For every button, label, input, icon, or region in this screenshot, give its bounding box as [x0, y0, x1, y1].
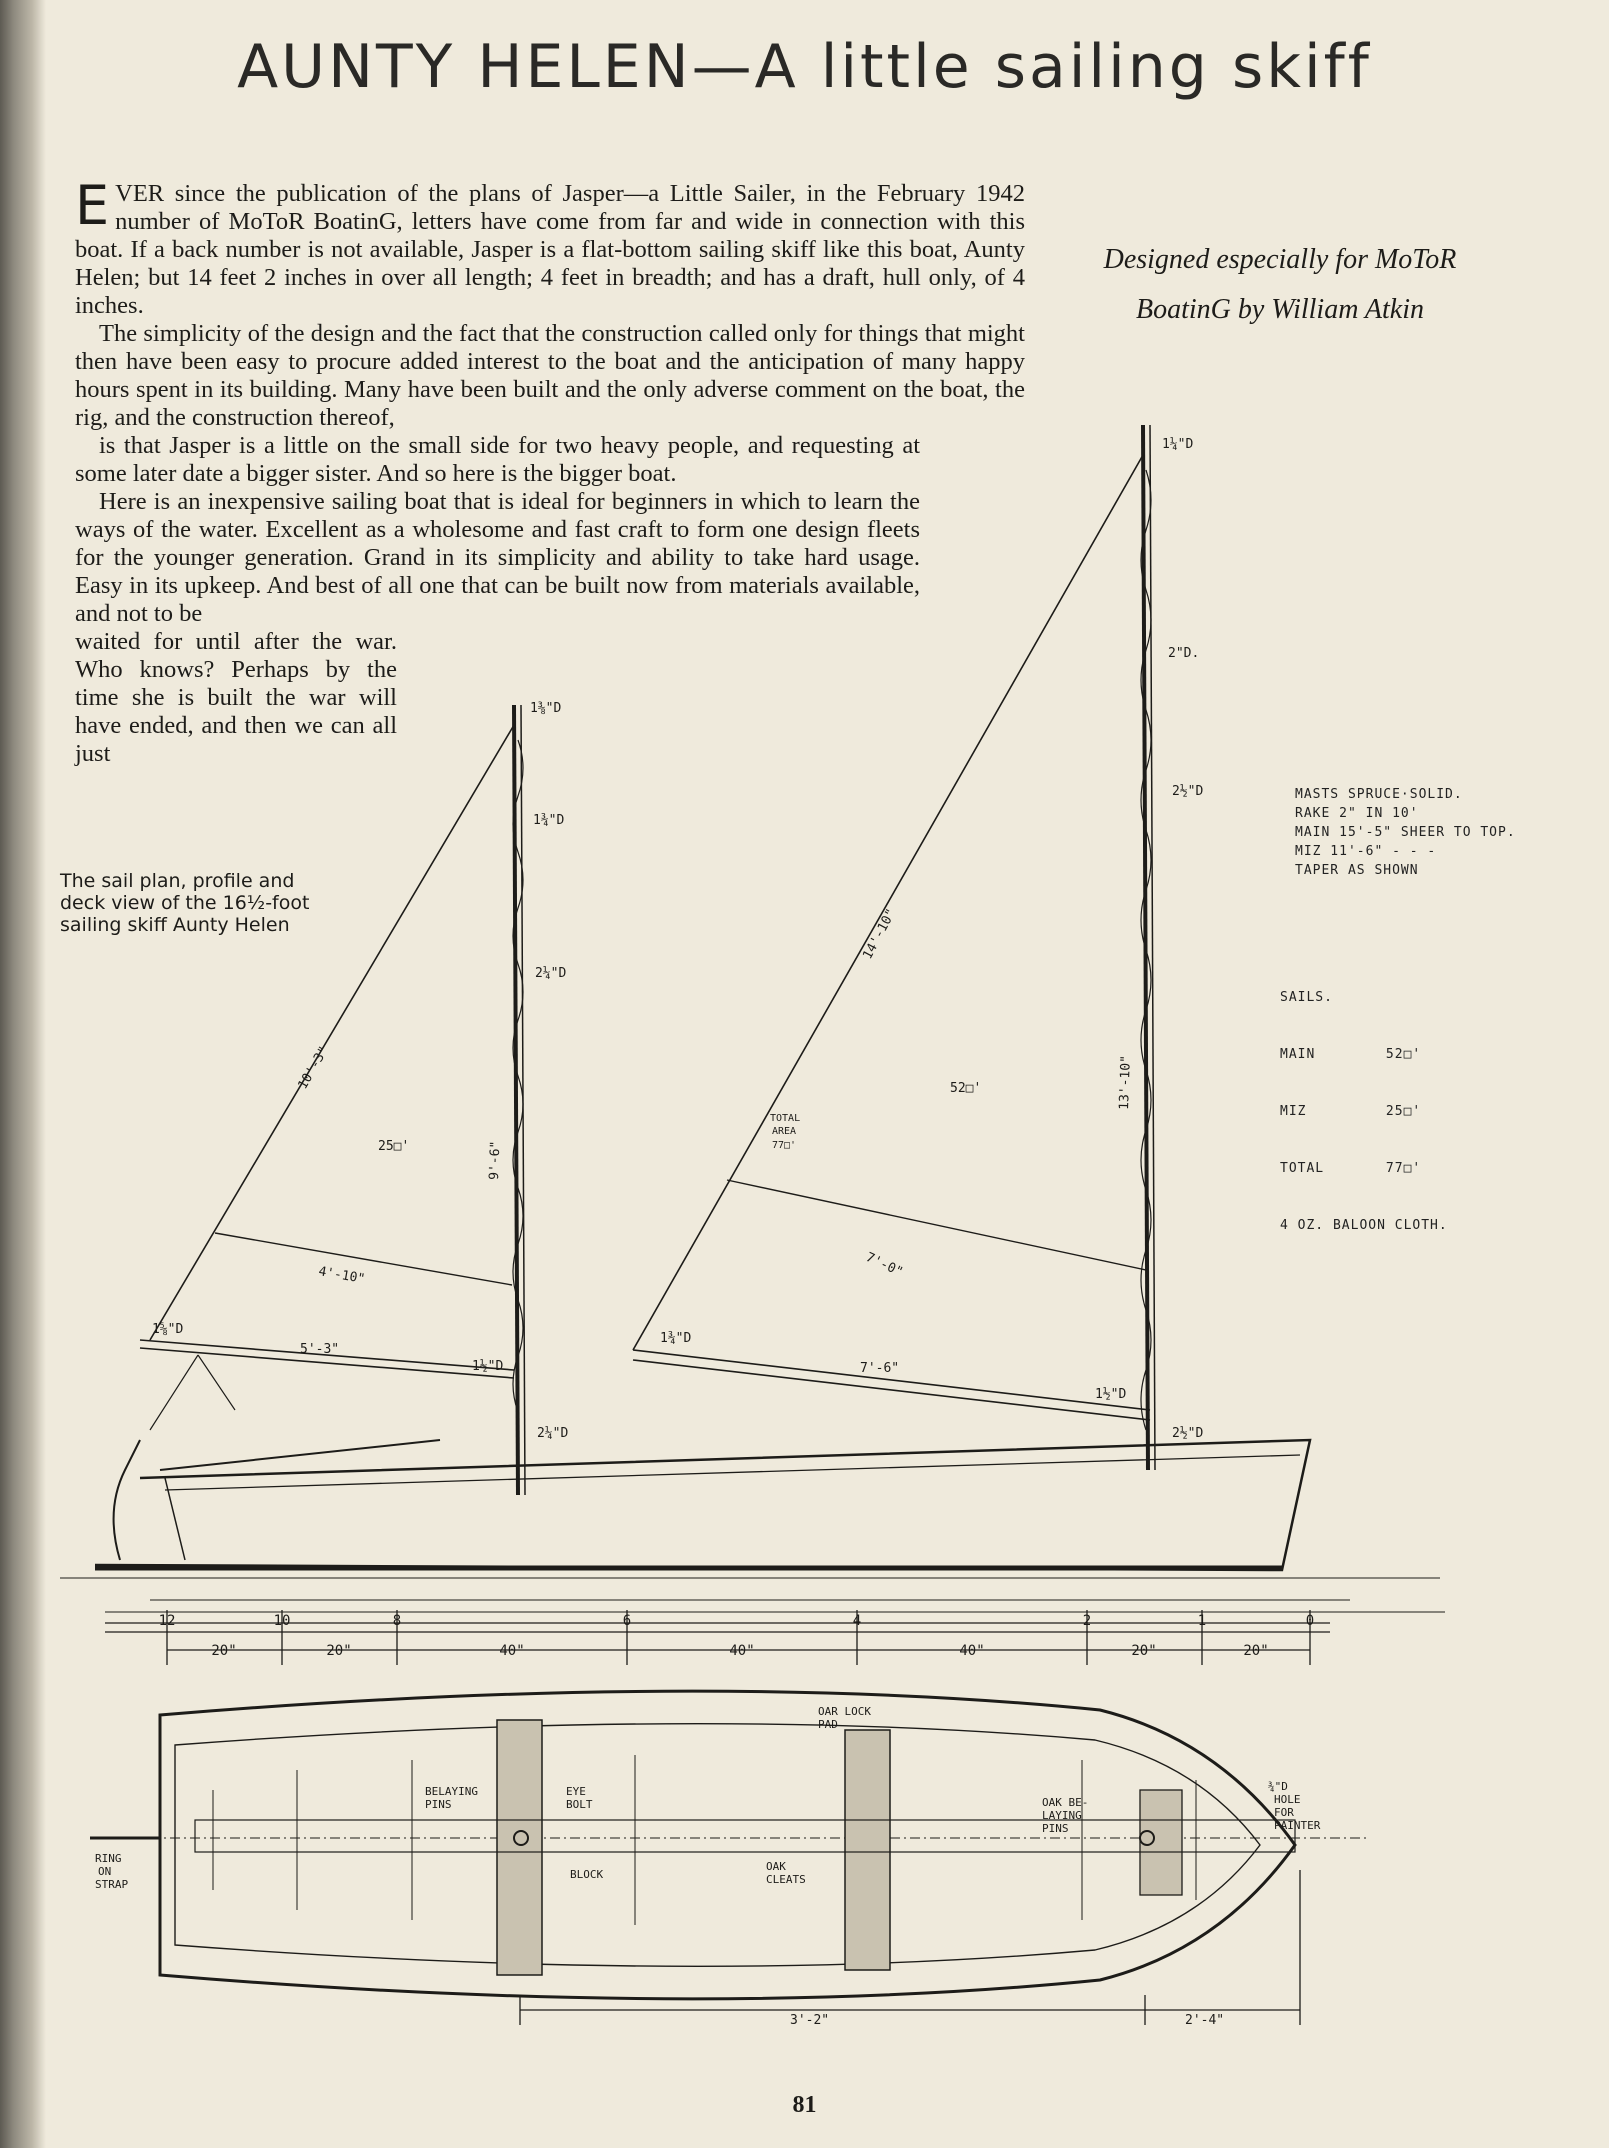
station-label: 2	[1082, 1613, 1092, 1629]
main-mast	[1141, 425, 1155, 1470]
station-label: 12	[158, 1613, 176, 1629]
main-sail-area: 52□'	[950, 1081, 982, 1096]
oak-cleats-label: OAK	[766, 1860, 786, 1873]
station-spacing: 40"	[729, 1643, 755, 1659]
mizzen-sail-foot: 5'-3"	[300, 1342, 340, 1357]
mizzen-mast	[513, 705, 525, 1495]
main-mast-top-dia: 1¼"D	[1162, 437, 1194, 452]
mizzen-sail-tack-dia: 1⅝"D	[152, 1322, 184, 1337]
mast-note: MAIN 15'-5" SHEER TO TOP.	[1295, 825, 1516, 840]
paragraph-2b-text: is that Jasper is a little on the small side for two heavy people, and requesting at some later date a bigger sister. And so here is the bigger boat.	[75, 432, 920, 487]
hull-profile	[95, 1440, 1310, 1570]
total-area-label: TOTAL	[770, 1113, 801, 1124]
caption-line-2: deck view of the 16½-foot	[60, 892, 310, 914]
mizzen-sail	[140, 725, 514, 1430]
mizzen-sail-luff: 10'-3"	[295, 1043, 332, 1092]
main-sail-tack-dia: 1¾"D	[660, 1331, 692, 1346]
sail-note: MAIN 52□'	[1280, 1047, 1422, 1062]
main-mast-base-dia: 2½"D	[1172, 1426, 1204, 1441]
station-label: 8	[392, 1613, 402, 1629]
block-label: BLOCK	[570, 1868, 604, 1881]
mizzen-mast-mid-dia: 2¼"D	[535, 966, 567, 981]
mast-note: RAKE 2" IN 10'	[1295, 806, 1419, 821]
mizzen-sail-batten: 4'-10"	[317, 1264, 367, 1288]
station-spacing: 20"	[1243, 1643, 1269, 1659]
page-number: 81	[792, 2092, 817, 2118]
oak-belaying-pins-label: OAK BE-	[1042, 1796, 1089, 1809]
paragraph-3-text: Here is an inexpensive sailing boat that is ideal for beginners in which to learn the ways of the water. Excellent as a wholesome and fast craft to form one design fleets for the younger generation. Grand in its simplicity and ability to take hard usage. Easy in its upkeep. And best of all one that can be built now from materials available, and not to be	[75, 488, 920, 627]
sail-note: 4 OZ. BALOON CLOTH.	[1280, 1218, 1448, 1233]
credit-line-1: Designed especially for MoToR	[1103, 244, 1457, 275]
mizzen-sail-clew-dia: 1½"D	[472, 1359, 504, 1374]
sail-note: TOTAL 77□'	[1280, 1161, 1422, 1176]
station-spacing: 40"	[959, 1643, 985, 1659]
station-spacing: 40"	[499, 1643, 525, 1659]
deck-dimension-a: 3'-2"	[790, 2013, 830, 2028]
main-sail-luff: 14'-10"	[860, 906, 900, 962]
main-mast-mid-dia: 2½"D	[1172, 784, 1204, 799]
main-sail-clew-dia: 1½"D	[1095, 1387, 1127, 1402]
paragraph-1-text: VER since the publication of the plans of Jasper—a Little Sailer, in the February 1942 number of MoToR BoatinG, letters have come from far and wide in connection with this boat. If a back number is not available, Jasper is a flat-bottom sailing skiff like this boat, Aunty Helen; but 14 feet 2 inches in over all length; 4 feet in breadth; and has a draft, hull only, of 4 inches.	[75, 180, 1025, 319]
belaying-pins-label: PINS	[425, 1798, 452, 1811]
mast-note: MIZ 11'-6" - - -	[1295, 844, 1437, 859]
oar-lock-label: OAR LOCK	[818, 1705, 871, 1718]
waterlines	[60, 1578, 1445, 1612]
sail-note: MIZ 25□'	[1280, 1104, 1422, 1119]
oak-belaying-pins-label: LAYING	[1042, 1809, 1082, 1822]
painter-hole-label: FOR	[1274, 1806, 1294, 1819]
total-area-label: AREA	[772, 1126, 797, 1137]
station-label: 0	[1305, 1613, 1315, 1629]
paragraph-2-text: The simplicity of the design and the fact that the construction called only for things that might then have been easy to procure added interest to the boat and the anticipation of many happy hours spent in its building. Many have been built and the only adverse comment on the boat, the rig, and the construction thereof,	[75, 320, 1025, 431]
article-title: AUNTY HELEN—A little sailing skiff	[237, 32, 1372, 102]
eye-bolt-label: BOLT	[566, 1798, 593, 1811]
ring-strap-label: STRAP	[95, 1878, 129, 1891]
oak-belaying-pins-label: PINS	[1042, 1822, 1069, 1835]
oak-cleats-label: CLEATS	[766, 1873, 806, 1886]
mast-note: TAPER AS SHOWN	[1295, 863, 1419, 878]
caption-line-3: sailing skiff Aunty Helen	[60, 914, 290, 936]
main-sail-sheet: 7'-0"	[863, 1250, 906, 1281]
mizzen-mast-height: 9'-6"	[487, 1140, 504, 1181]
main-mast-upper-dia: 2"D.	[1168, 646, 1200, 661]
station-spacing: 20"	[326, 1643, 352, 1659]
main-mast-height: 13'-10"	[1117, 1054, 1134, 1111]
painter-hole-label: PAINTER	[1274, 1819, 1321, 1832]
mizzen-mast-upper-dia: 1¾"D	[533, 813, 565, 828]
main-sail-foot: 7'-6"	[860, 1361, 900, 1376]
station-label: 10	[273, 1613, 291, 1629]
caption-line-1: The sail plan, profile and	[60, 870, 295, 892]
station-label: 6	[622, 1613, 632, 1629]
paragraph-3b-text: waited for until after the war. Who knows? Perhaps by the time she is built the war will have ended, and then we can all just	[75, 628, 397, 767]
ring-strap-label: RING	[95, 1852, 122, 1865]
credit-line-2: BoatinG by William Atkin	[1135, 294, 1424, 325]
painter-hole-label: ¾"D	[1268, 1780, 1288, 1793]
mizzen-sail-area: 25□'	[378, 1139, 410, 1154]
station-spacing: 20"	[1131, 1643, 1157, 1659]
mast-note: MASTS SPRUCE·SOLID.	[1295, 787, 1463, 802]
eye-bolt-label: EYE	[566, 1785, 586, 1798]
station-spacing: 20"	[211, 1643, 237, 1659]
drop-cap: E	[75, 174, 110, 237]
sail-note: SAILS.	[1280, 990, 1333, 1005]
deck-view	[90, 1691, 1370, 2025]
mizzen-mast-base-dia: 2¼"D	[537, 1426, 569, 1441]
station-label: 4	[852, 1613, 862, 1629]
oar-lock-label: PAD	[818, 1718, 838, 1731]
ring-strap-label: ON	[98, 1865, 112, 1878]
belaying-pins-label: BELAYING	[425, 1785, 478, 1798]
station-label: 1	[1197, 1613, 1207, 1629]
mizzen-mast-top-dia: 1⅜"D	[530, 701, 562, 716]
painter-hole-label: HOLE	[1274, 1793, 1301, 1806]
deck-dimension-b: 2'-4"	[1185, 2013, 1225, 2028]
total-area-value: 77□'	[772, 1140, 797, 1151]
